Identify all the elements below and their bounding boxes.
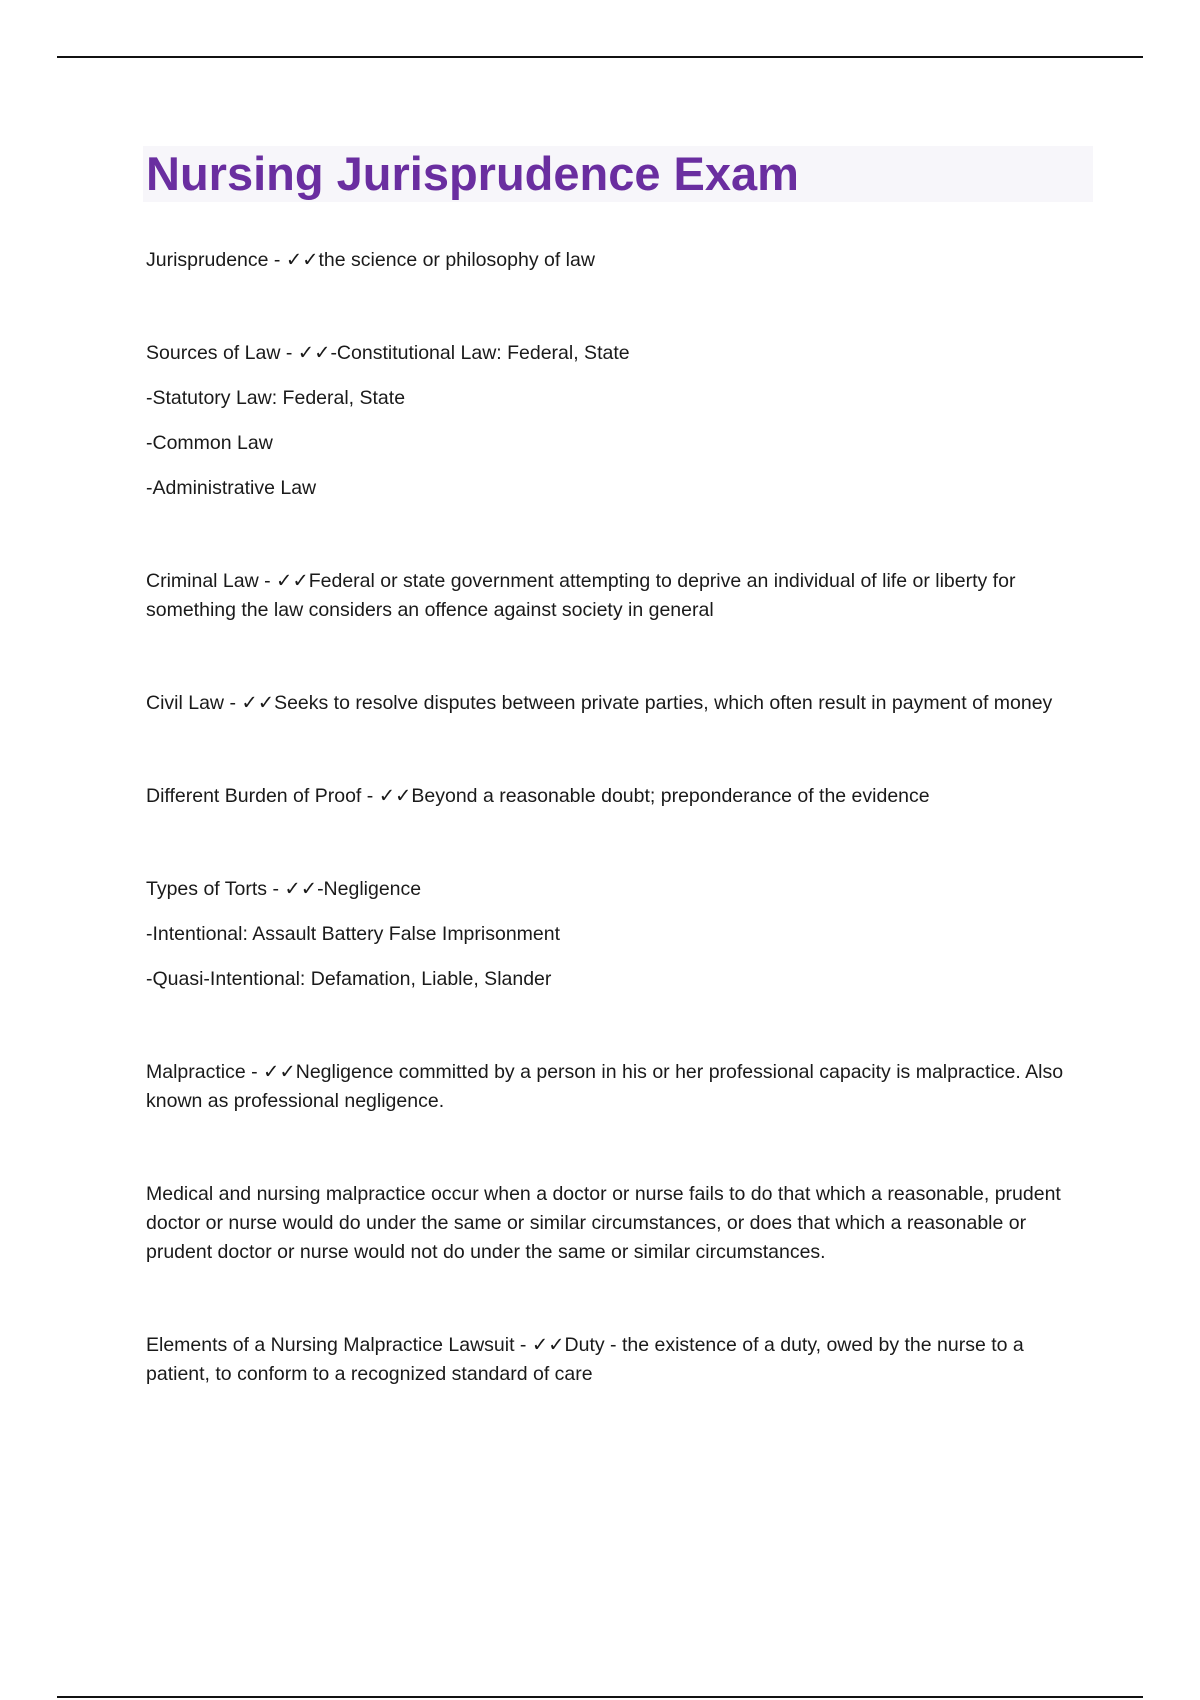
entry-extra-line: -Administrative Law: [146, 477, 317, 499]
entry-extra-line: -Statutory Law: Federal, State: [146, 387, 406, 409]
entry-criminal-law: [146, 567, 1076, 625]
entry-term: Elements of a Nursing Malpractice Lawsuit: [146, 1334, 515, 1356]
entry-term: Malpractice: [146, 1061, 246, 1083]
entry-definition: Federal or state government attempting to deprive an individual of life or liberty for something the law considers an offence against society in general: [146, 570, 1016, 621]
check-mark-icon: ✓✓: [297, 342, 331, 364]
entry-line: Different Burden of Proof - ✓✓Beyond a reasonable doubt; preponderance of the evidence: [146, 785, 930, 807]
entry-jurisprudence: [146, 246, 1076, 275]
entry-lawsuit-elements: [146, 1331, 1076, 1389]
entry-definition: Negligence committed by a person in his or her professional capacity is malpractice. Also known as professional negligence.: [146, 1061, 1064, 1112]
entry-line: Malpractice - ✓✓Negligence committed by a person in his or her professional capacity is malpractice. Also known as professional negligence.: [146, 1061, 1064, 1112]
entry-malpractice-paragraph: [146, 1180, 1076, 1267]
body-paragraph: Medical and nursing malpractice occur when a doctor or nurse fails to do that which a reasonable, prudent doctor or nurse would do under the same or similar circumstances, or does that which a reasonable or prudent doctor or nurse would not do under the same or similar circumstances.: [146, 1183, 1061, 1263]
check-mark-icon: ✓✓: [276, 570, 309, 592]
entry-civil-law: [146, 689, 1076, 718]
entry-definition: Seeks to resolve disputes between private parties, which often result in payment of money: [274, 692, 1053, 714]
entry-definition: -Constitutional Law: Federal, State: [330, 342, 630, 364]
check-mark-icon: ✓✓: [241, 692, 275, 714]
entry-line: Criminal Law - ✓✓Federal or state government attempting to deprive an individual of life or liberty for something the law considers an offence against society in general: [146, 570, 1016, 621]
entry-definition: -Negligence: [317, 878, 422, 900]
check-mark-icon: ✓✓: [378, 785, 412, 807]
entry-burden-of-proof: [146, 782, 1076, 811]
entry-line: Jurisprudence - ✓✓the science or philosophy of law: [146, 249, 595, 271]
entry-sources-of-law: [146, 339, 1076, 503]
entry-malpractice: [146, 1058, 1076, 1116]
entry-types-of-torts: [146, 875, 1076, 994]
check-mark-icon: ✓✓: [263, 1061, 296, 1083]
entry-extra-line: -Intentional: Assault Battery False Imprisonment: [146, 923, 561, 945]
check-mark-icon: ✓✓: [531, 1334, 565, 1356]
entry-extra-line: -Common Law: [146, 432, 273, 454]
document-body: [146, 246, 1076, 1453]
document-title: Nursing Jurisprudence Exam: [146, 147, 799, 200]
entry-definition: Duty - the existence of a duty, owed by the nurse to a patient, to conform to a recognized standard of care: [146, 1334, 1024, 1385]
entry-definition: the science or philosophy of law: [318, 249, 595, 271]
entry-line: Elements of a Nursing Malpractice Lawsuit - ✓✓Duty - the existence of a duty, owed by the nurse to a patient, to conform to a recognized standard of care: [146, 1334, 1024, 1385]
entry-line: Sources of Law - ✓✓-Constitutional Law: Federal, State: [146, 342, 630, 364]
bottom-divider: [57, 1696, 1143, 1698]
entry-term: Criminal Law: [146, 570, 259, 592]
entry-term: Civil Law: [146, 692, 225, 714]
check-mark-icon: ✓✓: [285, 249, 319, 271]
entry-term: Jurisprudence: [146, 249, 269, 271]
entry-line: Types of Torts - ✓✓-Negligence: [146, 878, 422, 900]
entry-extra-line: -Quasi-Intentional: Defamation, Liable, Slander: [146, 968, 552, 990]
check-mark-icon: ✓✓: [284, 878, 318, 900]
entry-term: Sources of Law: [146, 342, 281, 364]
entry-definition: Beyond a reasonable doubt; preponderance of the evidence: [411, 785, 930, 807]
entry-term: Different Burden of Proof: [146, 785, 362, 807]
entry-line: Civil Law - ✓✓Seeks to resolve disputes between private parties, which often result in payment of money: [146, 692, 1053, 714]
entry-term: Types of Torts: [146, 878, 268, 900]
top-divider: [57, 56, 1143, 58]
